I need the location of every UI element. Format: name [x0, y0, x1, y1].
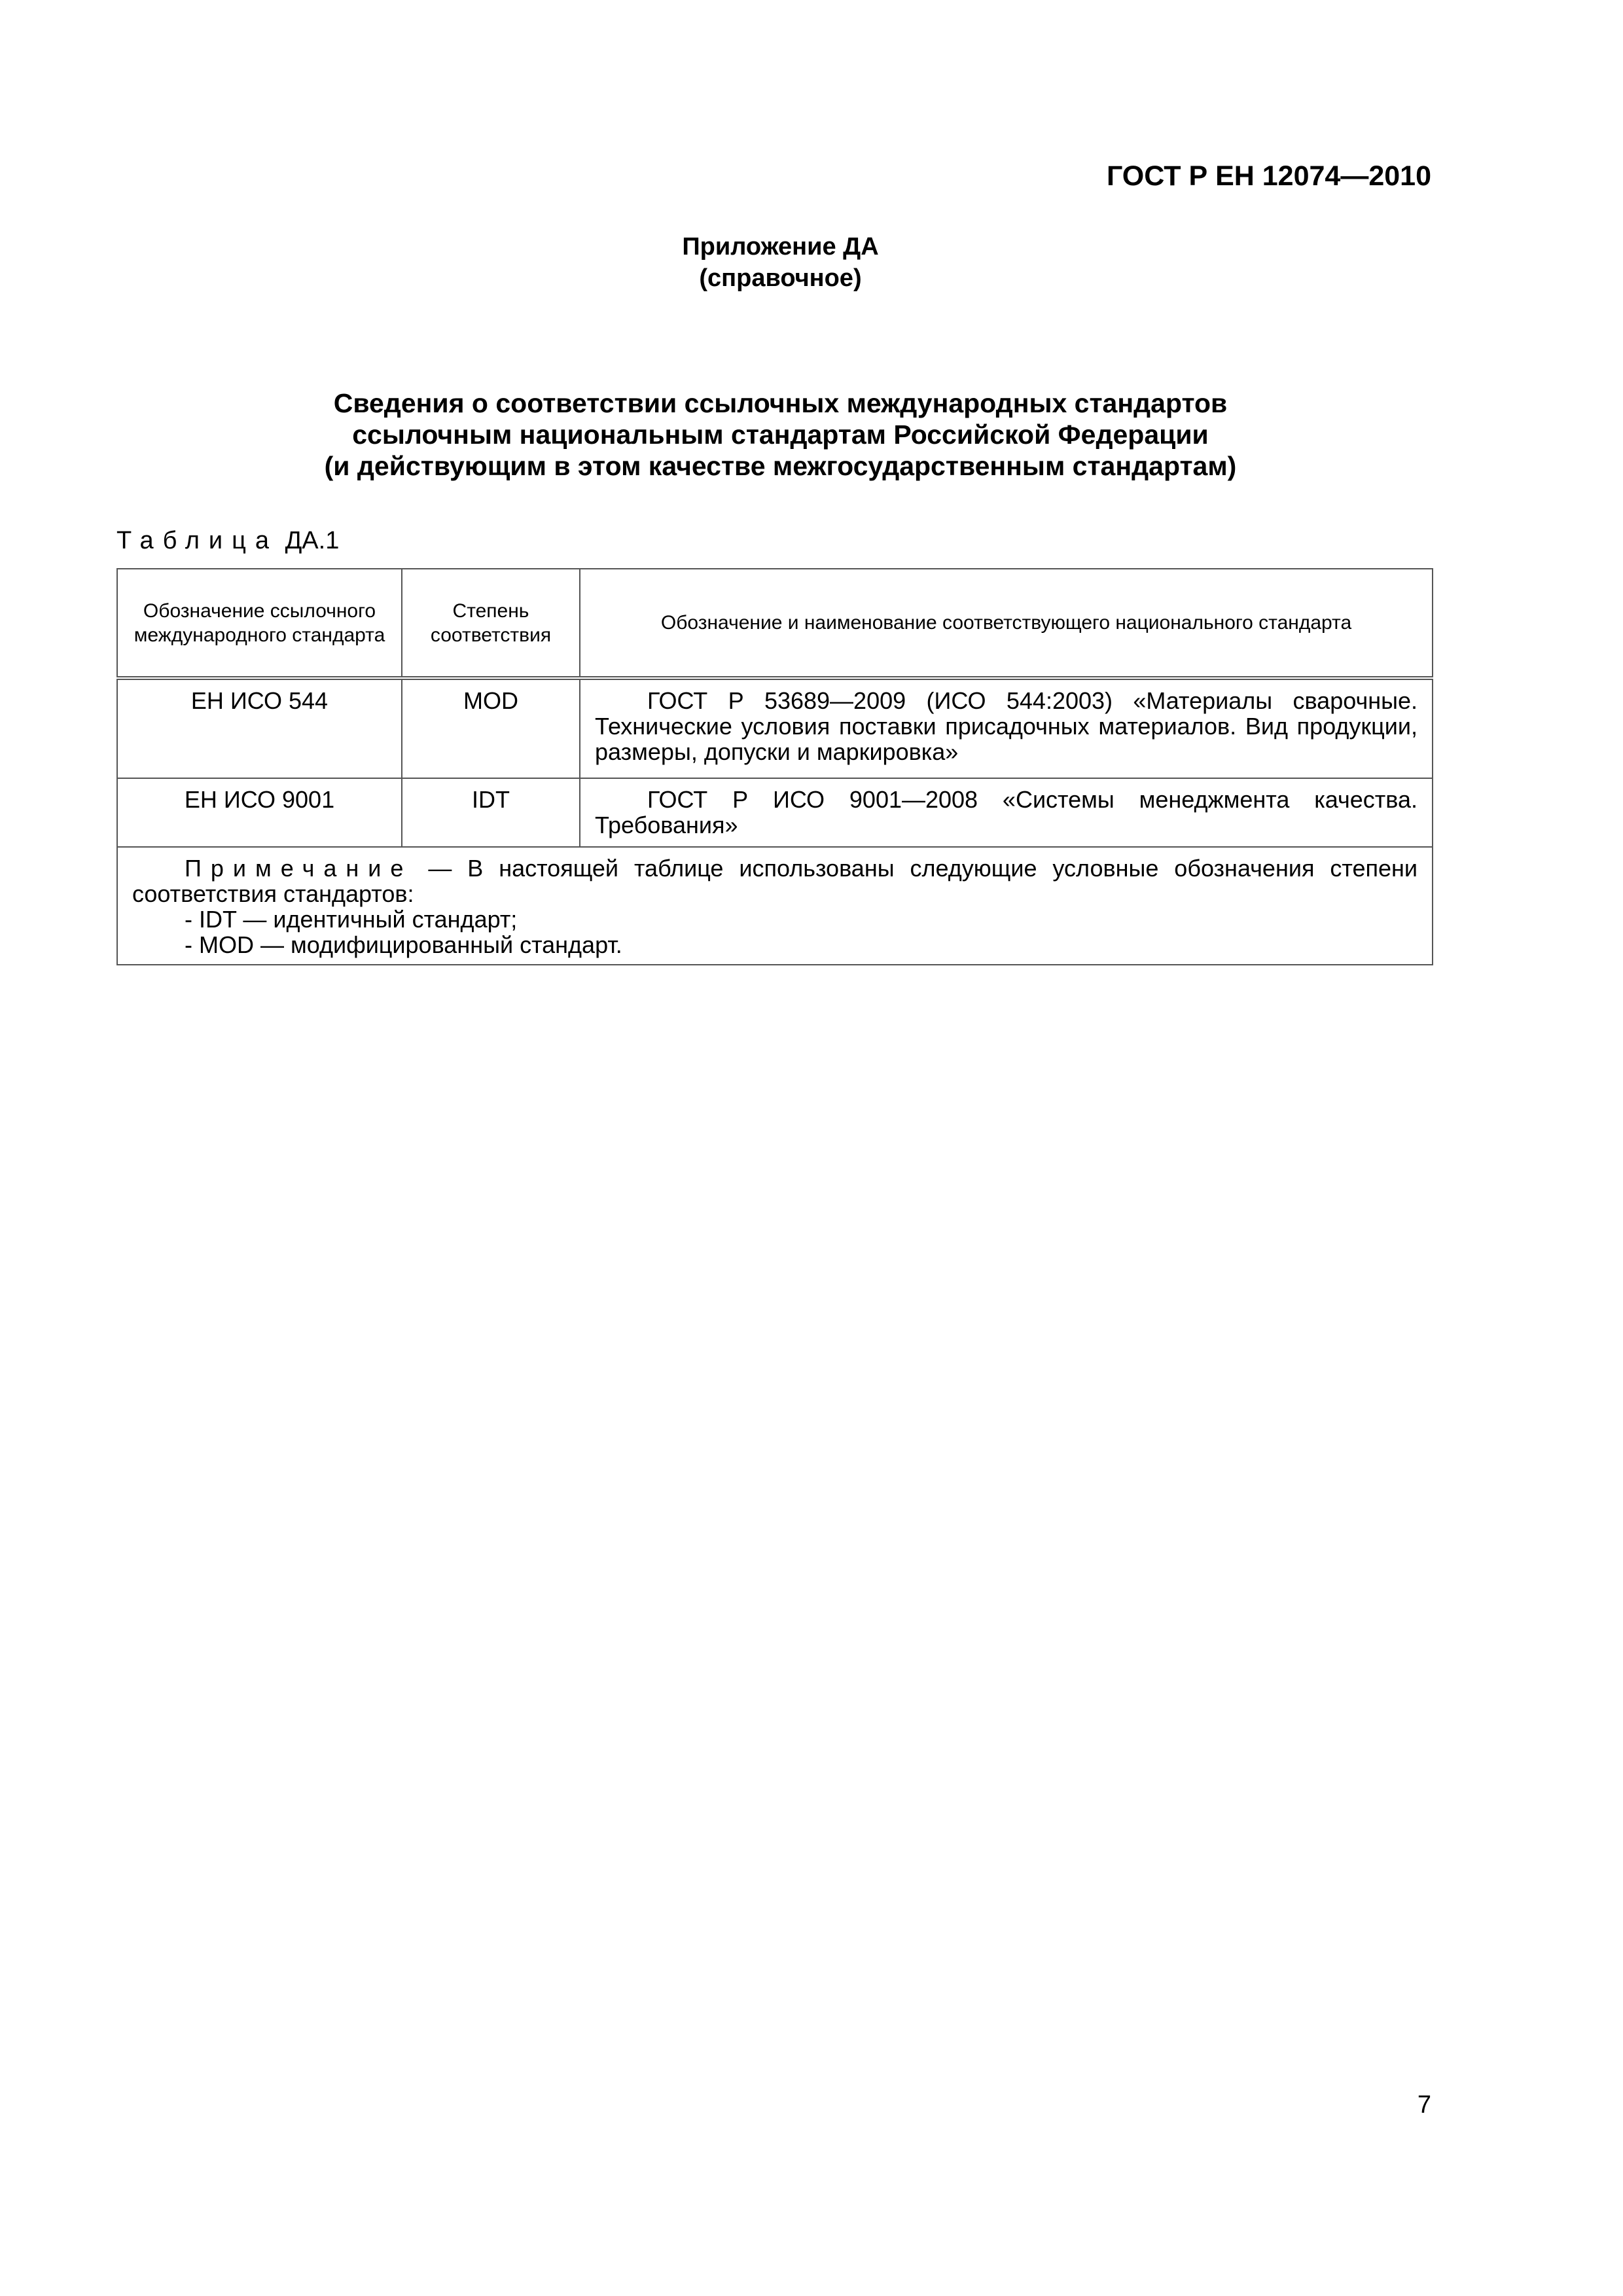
heading-line-2: ссылочным национальным стандартам Российской Федерации — [352, 420, 1209, 450]
degree-cell: MOD — [402, 678, 580, 778]
national-standard-cell: ГОСТ Р 53689—2009 (ИСО 544:2003) «Материалы сварочные. Технические условия поставки присадочных материалов. Вид продукции, размеры, допуски и маркировка» — [580, 678, 1433, 778]
correspondence-table — [116, 568, 1433, 965]
note-item-mod: - MOD — модифицированный стандарт. — [185, 931, 622, 958]
table-caption-word: Таблица — [116, 527, 278, 554]
column-header-national: Обозначение и наименование соответствующего национального стандарта — [580, 569, 1433, 678]
annex-status: (справочное) — [699, 264, 862, 292]
heading-line-3: (и действующим в этом качестве межгосударственным стандартам) — [324, 451, 1237, 481]
table-note — [117, 847, 1433, 965]
note-item-idt: - IDT — идентичный стандарт; — [185, 906, 518, 933]
national-standard-cell: ГОСТ Р ИСО 9001—2008 «Системы менеджмента качества. Требования» — [580, 778, 1433, 847]
table-caption-id: ДА.1 — [285, 527, 340, 554]
section-heading — [0, 387, 1561, 482]
note-text — [132, 855, 1418, 906]
degree-cell: IDT — [402, 778, 580, 847]
reference-standard-cell: ЕН ИСО 9001 — [117, 778, 402, 847]
table-row — [117, 778, 1433, 847]
heading-line-1: Сведения о соответствии ссылочных международных стандартов — [333, 388, 1228, 418]
document-code: ГОСТ Р ЕН 12074—2010 — [1107, 160, 1431, 192]
table-note-row — [117, 847, 1433, 965]
note-body: — В настоящей таблице использованы следующие условные обозначения степени соответствия стандартов: — [132, 855, 1418, 907]
table-caption — [116, 527, 339, 555]
table-row — [117, 678, 1433, 778]
table-header-row — [117, 569, 1433, 678]
column-header-degree: Степень соответствия — [402, 569, 580, 678]
column-header-reference: Обозначение ссылочного международного стандарта — [117, 569, 402, 678]
annex-header — [0, 231, 1561, 294]
annex-title: Приложение ДА — [682, 233, 879, 260]
reference-standard-cell: ЕН ИСО 544 — [117, 678, 402, 778]
page-number: 7 — [1417, 2091, 1431, 2119]
note-label: Примечание — [185, 855, 413, 882]
